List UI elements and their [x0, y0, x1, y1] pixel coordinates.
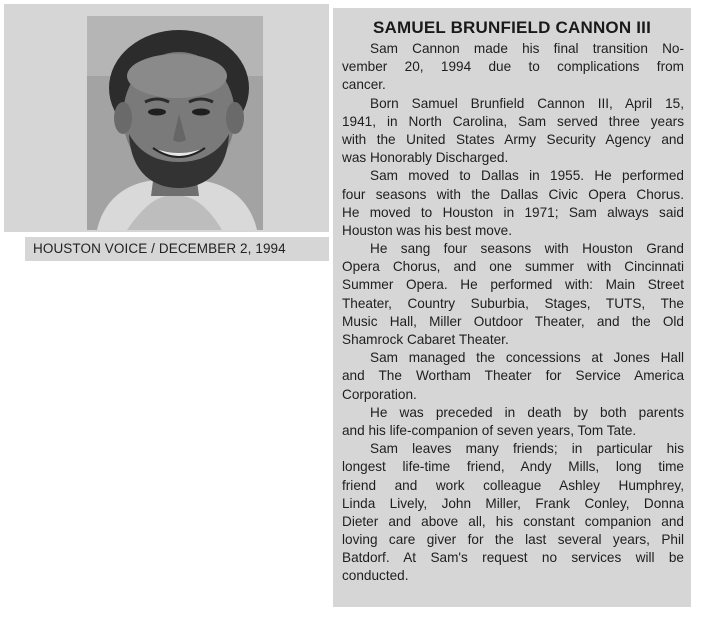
text-line: He moved to Houston in 1971; Sam always said	[342, 204, 684, 220]
text-line: vember 20, 1994 due to complications from	[342, 59, 684, 75]
text-line: was Honorably Discharged.	[342, 150, 509, 166]
text-line: friend and work colleague Ashley Humphrey,	[342, 477, 684, 493]
photo-caption-box	[25, 237, 329, 261]
paragraph	[342, 240, 684, 349]
obituary-clipping	[333, 8, 691, 607]
text-line: Sam Cannon made his final transition No-	[370, 41, 684, 56]
text-line: conducted.	[342, 568, 409, 584]
text-line: Sam leaves many friends; in particular his	[370, 441, 684, 457]
text-line: He sang four seasons with Houston Grand	[370, 241, 684, 257]
text-line: cancer.	[342, 77, 386, 93]
text-line: Theater, Country Suburbia, Stages, TUTS, The	[342, 295, 684, 311]
text-line: Houston was his best move.	[342, 222, 513, 238]
text-line: Shamrock Cabaret Theater.	[342, 332, 509, 347]
text-line: and The Wortham Theater for Service America	[342, 368, 684, 384]
text-line: Corporation.	[342, 386, 417, 402]
text-line: Batdorf. At Sam's request no services will be	[342, 550, 684, 566]
text-line: He was preceded in death by both parents	[370, 404, 684, 420]
text-line: 1941, in North Carolina, Sam served three years	[342, 113, 684, 129]
paragraph	[342, 349, 684, 404]
text-line: Opera Chorus, and one summer with Cincinnati	[342, 259, 684, 275]
photo-clipping	[4, 4, 329, 232]
text-line: Sam managed the concessions at Jones Hall	[370, 350, 684, 366]
text-line: Linda Lively, John Miller, Frank Conley, Donna	[342, 495, 684, 511]
obituary-title: SAMUEL BRUNFIELD CANNON III	[372, 18, 652, 37]
obituary-body	[342, 40, 684, 586]
text-line: with the United States Army Security Agency and	[342, 131, 684, 147]
paragraph	[342, 167, 684, 240]
paragraph	[342, 404, 684, 440]
portrait-photo	[87, 16, 263, 230]
paragraph	[342, 440, 684, 586]
portrait-image	[87, 16, 263, 230]
publication-caption: HOUSTON VOICE / DECEMBER 2, 1994	[33, 241, 286, 256]
text-line: loving care giver for the last several years, Phil	[342, 532, 684, 548]
text-line: Sam moved to Dallas in 1955. He performed	[370, 168, 684, 184]
text-line: and his life-companion of seven years, Tom Tate.	[342, 422, 637, 438]
text-line: Music Hall, Miller Outdoor Theater, and the Old	[342, 313, 684, 329]
text-line: Summer Opera. He performed with: Main Street	[342, 277, 684, 293]
text-line: Dieter and above all, his constant companion and	[342, 513, 684, 529]
paragraph	[342, 95, 684, 168]
paragraph	[342, 40, 684, 95]
text-line: Born Samuel Brunfield Cannon III, April 15,	[370, 95, 684, 111]
text-line: four seasons with the Dallas Civic Opera Chorus.	[342, 186, 684, 202]
text-line: longest life-time friend, Andy Mills, long time	[342, 459, 684, 475]
